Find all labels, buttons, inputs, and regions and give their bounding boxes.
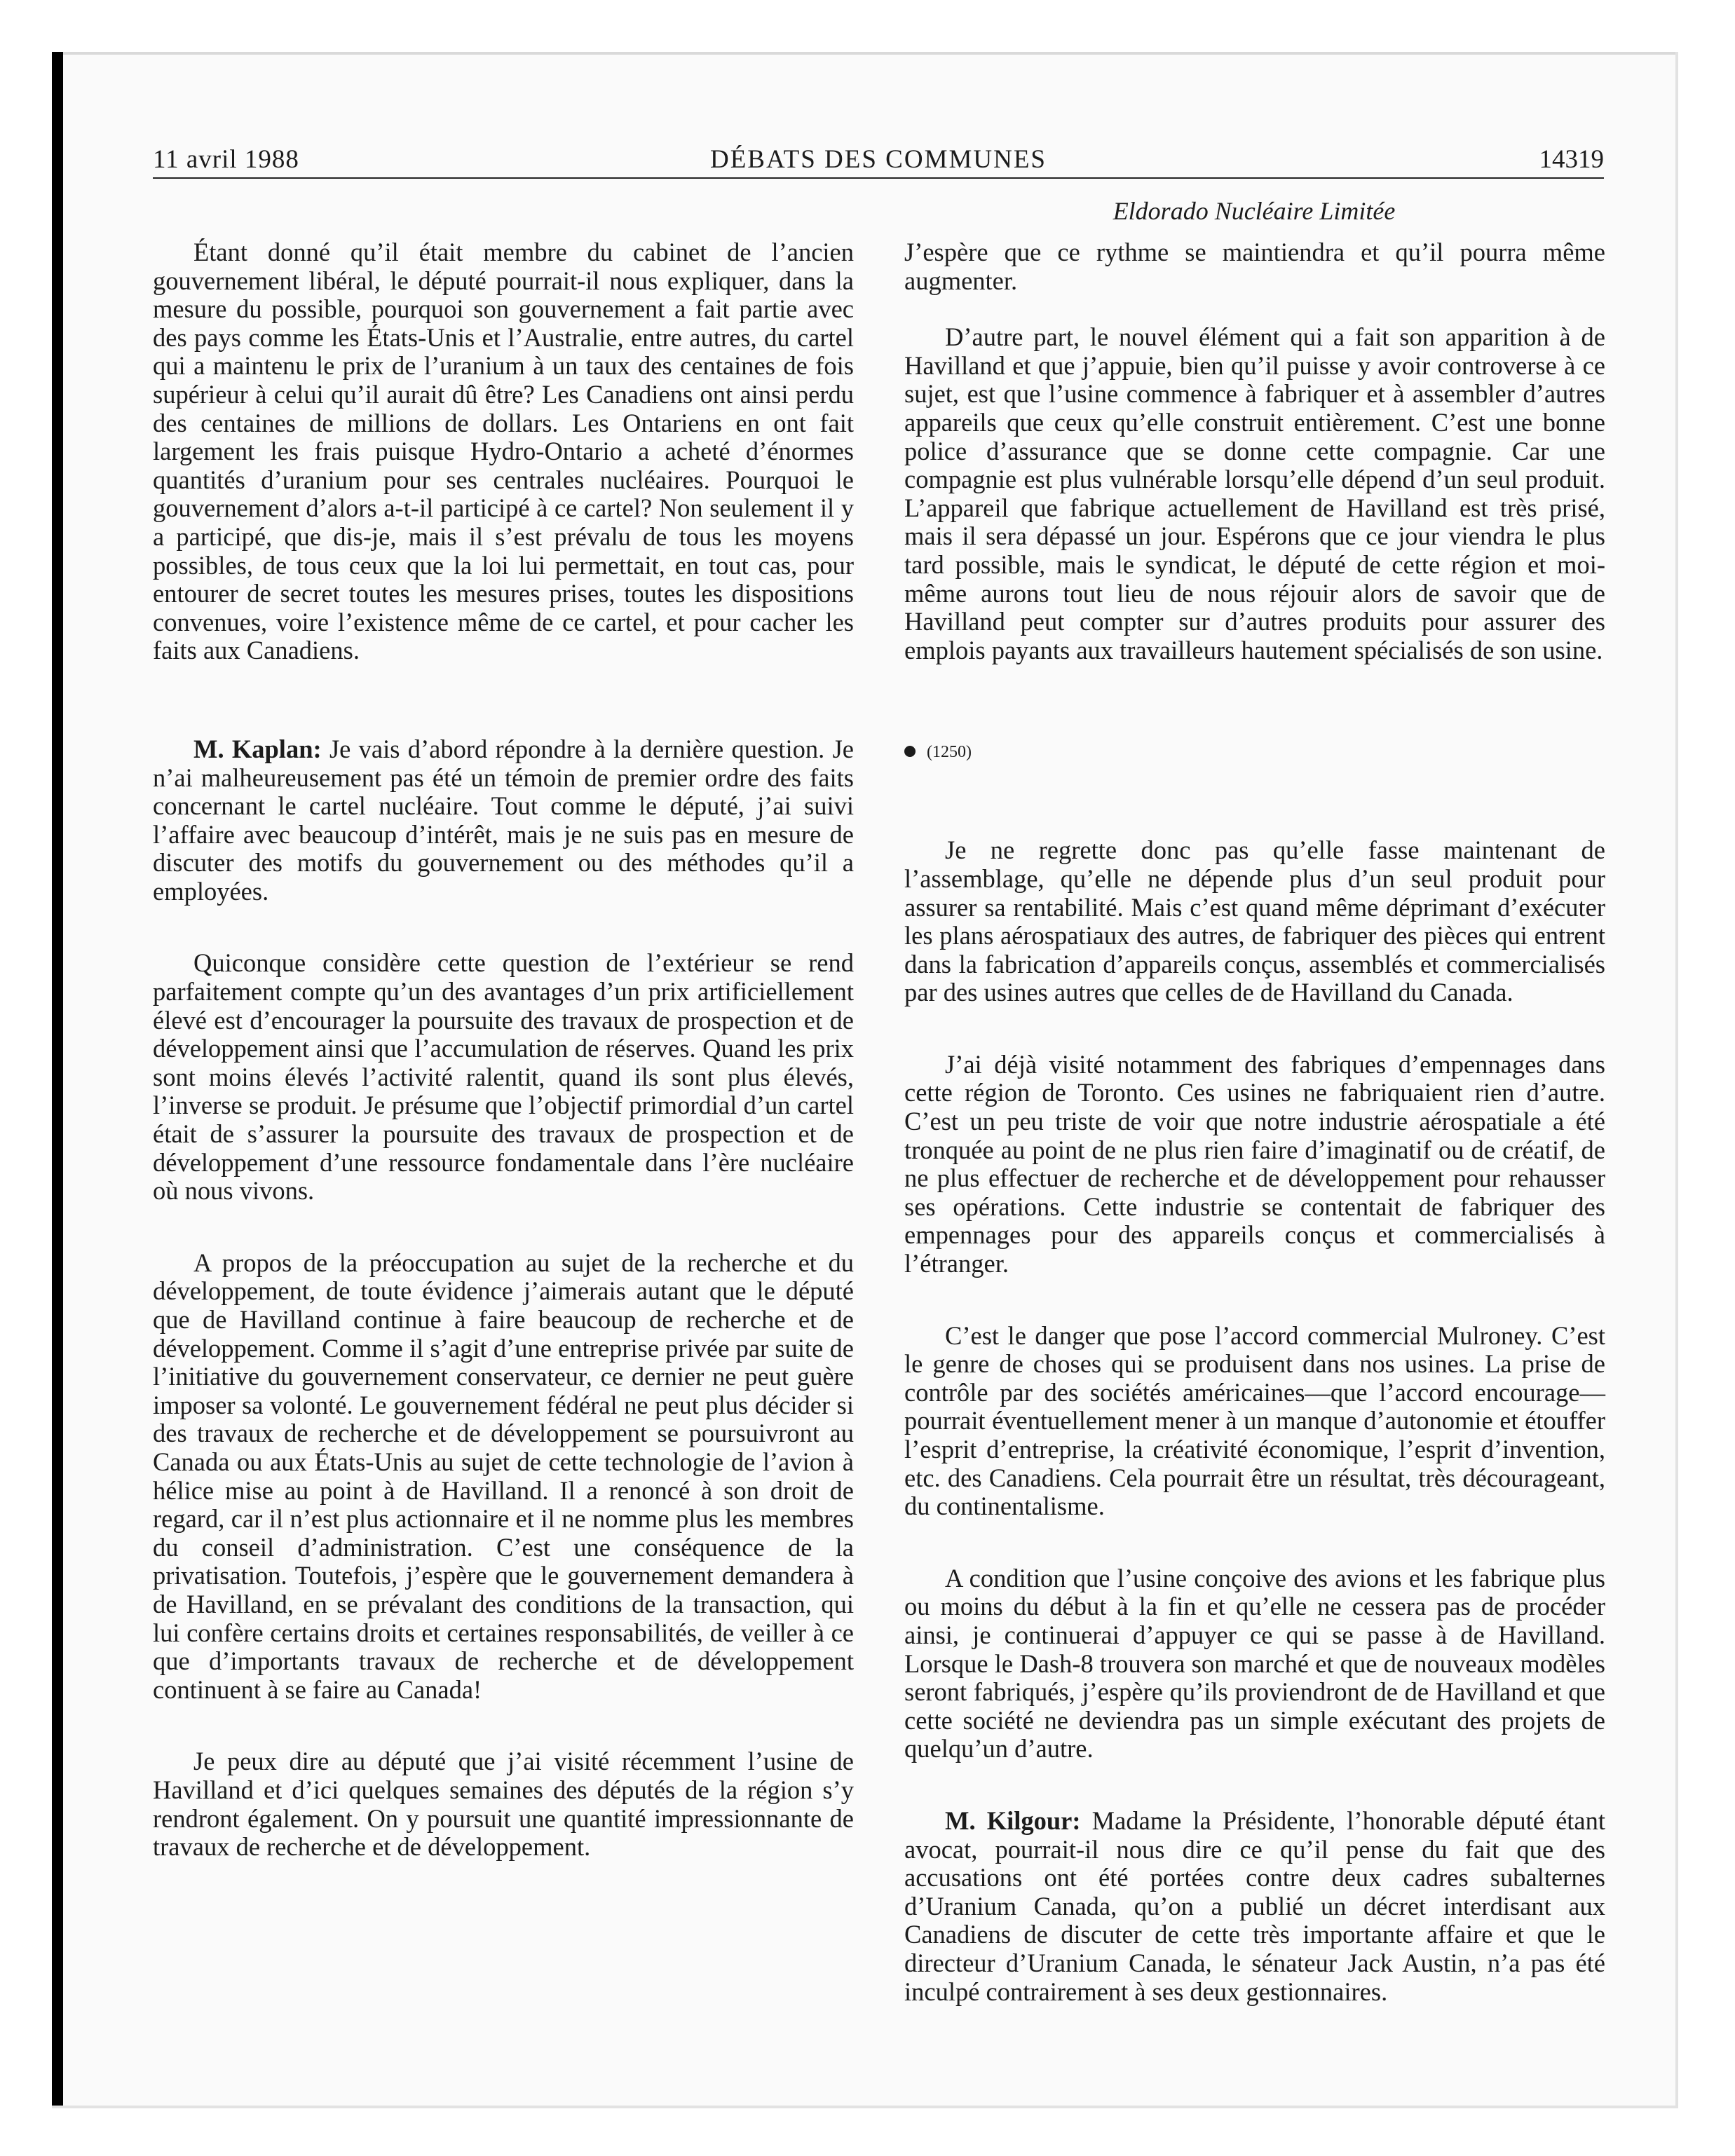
header-title: DÉBATS DES COMMUNES: [709, 145, 1047, 174]
timestamp: (1250): [927, 743, 972, 762]
scan-border-left: [52, 52, 63, 2107]
page-header: [153, 140, 1604, 179]
header-rule: [153, 177, 1604, 179]
header-date: 11 avril 1988: [153, 145, 299, 174]
paragraph: C’est le danger que pose l’accord commercial Mulroney. C’est le genre de choses qui se produisent dans nos usines. La prise de contrôle par des sociétés américaines—que l’accord encourage— pourrait éventuellement mener à un manque d’autonomie et étouffer l’esprit d’entreprise, la créativité économique, l’esprit d’invention, etc. des Canadiens. Cela pourrait être un résultat, très décourageant, du continentalisme.: [904, 1321, 1605, 1521]
timestamp-line: [904, 735, 1605, 766]
paragraph: [153, 735, 854, 906]
bullet-icon: [904, 746, 916, 757]
paragraph: Je peux dire au député que j’ai visité récemment l’usine de Havilland et d’ici quelques semaines des députés de la région s’y rendront également. On y poursuit une quantité impressionnante de travaux de recherche et de développement.: [153, 1747, 854, 1862]
scan-border-bottom: [52, 2106, 1678, 2108]
speaker-name: M. Kaplan:: [193, 734, 322, 763]
paragraph: Quiconque considère cette question de l’extérieur se rend parfaitement compte qu’un des avantages d’un prix artificiellement élevé est d’encourager la poursuite des travaux de prospection et de développement ainsi que l’accumulation de réserves. Quand les prix sont moins élevés l’activité ralentit, quand ils sont plus élevés, l’inverse se produit. Je présume que l’objectif primordial d’un cartel était de s’assurer la poursuite des travaux de prospection et de développement d’une ressource fondamentale dans l’ère nucléaire où nous vivons.: [153, 948, 854, 1206]
paragraph: Je ne regrette donc pas qu’elle fasse maintenant de l’assemblage, qu’elle ne dépende plus d’un seul produit pour assurer sa rentabilité. Mais c’est quand même déprimant d’exécuter les plans aérospatiaux des autres, de fabriquer des pièces qui entrent dans la fabrication d’appareils conçus, assemblés et commercialisés par des usines autres que celles de de Havilland du Canada.: [904, 835, 1605, 1007]
running-head: Eldorado Nucléaire Limitée: [1113, 197, 1396, 225]
paragraph: D’autre part, le nouvel élément qui a fait son apparition à de Havilland et que j’appuie, bien qu’il puisse y avoir controverse à ce sujet, est que l’usine commence à fabriquer et à assembler d’autres appareils que ceux qu’elle construit entièrement. C’est une bonne police d’assurance que se donne cette compagnie. Car une compagnie est plus vulnérable lorsqu’elle dépend d’un seul produit. L’appareil que fabrique actuellement de Havilland est très prisé, mais il sera dépassé un jour. Espérons que ce jour viendra le plus tard possible, mais le syndicat, le député de cette région et moi-même aurons tout lieu de nous réjouir alors de savoir que de Havilland peut compter sur d’autres produits pour assurer des emplois payants aux travailleurs hautement spécialisés de son usine.: [904, 322, 1605, 664]
paragraph: J’espère que ce rythme se maintiendra et qu’il pourra même augmenter.: [904, 238, 1605, 295]
right-column: [904, 238, 1605, 2006]
header-page-number: 14319: [1539, 145, 1604, 174]
paragraph: J’ai déjà visité notamment des fabriques d’empennages dans cette région de Toronto. Ces usines ne fabriquaient rien d’autre. C’est un peu triste de voir que notre industrie aérospatiale a été tronquée au point de ne plus rien faire d’imaginatif ou de créatif, de ne plus effectuer de recherche et de développement pour rehausser ses opérations. Cette industrie se contentait de fabriquer des empennages pour des appareils conçus et commercialisés à l’étranger.: [904, 1049, 1605, 1278]
paragraph: A condition que l’usine conçoive des avions et les fabrique plus ou moins du début à la fin et qu’elle ne cessera pas de procéder ainsi, je continuerai d’appuyer ce qui se passe à de Havilland. Lorsque le Dash-8 trouvera son marché et que de nouveaux modèles seront fabriqués, j’espère qu’ils proviendront de de Havilland et que cette société ne deviendra pas un simple exécutant des projets de quelqu’un d’autre.: [904, 1563, 1605, 1763]
speech-text: Madame la Présidente, l’honorable député étant avocat, pourrait-il nous dire ce qu’il pense du fait que des accusations ont été portées contre deux cadres subalternes d’Uranium Canada, qu’on a publié un décret interdisant aux Canadiens de discuter de cette très importante affaire et que le directeur d’Uranium Canada, le sénateur Jack Austin, n’a pas été inculpé contrairement à ses deux gestionnaires.: [904, 1806, 1606, 2006]
paragraph: A propos de la préoccupation au sujet de la recherche et du développement, de toute évidence j’aimerais autant que le député que de Havilland continue à faire beaucoup de recherche et de développement. Comme il s’agit d’une entreprise privée par suite de l’initiative du gouvernement conservateur, ce dernier ne peut guère imposer sa volonté. Le gouvernement fédéral ne peut plus décider si des travaux de recherche et de développement se poursuivront au Canada ou aux États-Unis au sujet de cette technologie de l’avion à hélice mise au point à de Havilland. Il a renoncé à son droit de regard, car il n’est plus actionnaire et il ne nomme plus les membres du conseil d’administration. C’est une conséquence de la privatisation. Toutefois, j’espère que le gouvernement demandera à de Havilland, en se prévalant des conditions de la transaction, qui lui confère certains droits et certaines responsabilités, de veiller à ce que d’importants travaux de recherche et de développement continuent à se faire au Canada!: [153, 1248, 854, 1704]
left-column: [153, 238, 854, 1862]
speaker-name: M. Kilgour:: [945, 1806, 1081, 1835]
scan-border-right: [1675, 52, 1678, 2107]
paragraph: [904, 1807, 1605, 2006]
paragraph: Étant donné qu’il était membre du cabinet de l’ancien gouvernement libéral, le député pourrait-il nous expliquer, dans la mesure du possible, pourquoi son gouvernement a fait partie avec des pays comme les États-Unis et l’Australie, entre autres, du cartel qui a maintenu le prix de l’uranium à un taux des centaines de fois supérieur à celui qu’il aurait dû être? Les Canadiens ont ainsi perdu des centaines de millions de dollars. Les Ontariens en ont fait largement les frais puisque Hydro-Ontario a acheté d’énormes quantités d’uranium pour ses centrales nucléaires. Pourquoi le gouvernement d’alors a-t-il participé à ce cartel? Non seulement il y a participé, que dis-je, mais il s’est prévalu de tous les moyens possibles, de tous ceux que la loi lui permettait, en tout cas, pour entourer de secret toutes les mesures prises, toutes les dispositions convenues, voire l’existence même de ce cartel, et pour cacher les faits aux Canadiens.: [153, 238, 854, 665]
speech-text: Je vais d’abord répondre à la dernière question. Je n’ai malheureusement pas été un témoin de premier ordre des faits concernant le cartel nucléaire. Tout comme le député, j’ai suivi l’affaire avec beaucoup d’intérêt, mais je ne suis pas en mesure de discuter des motifs du gouvernement ou des méthodes qu’il a employées.: [153, 734, 854, 906]
